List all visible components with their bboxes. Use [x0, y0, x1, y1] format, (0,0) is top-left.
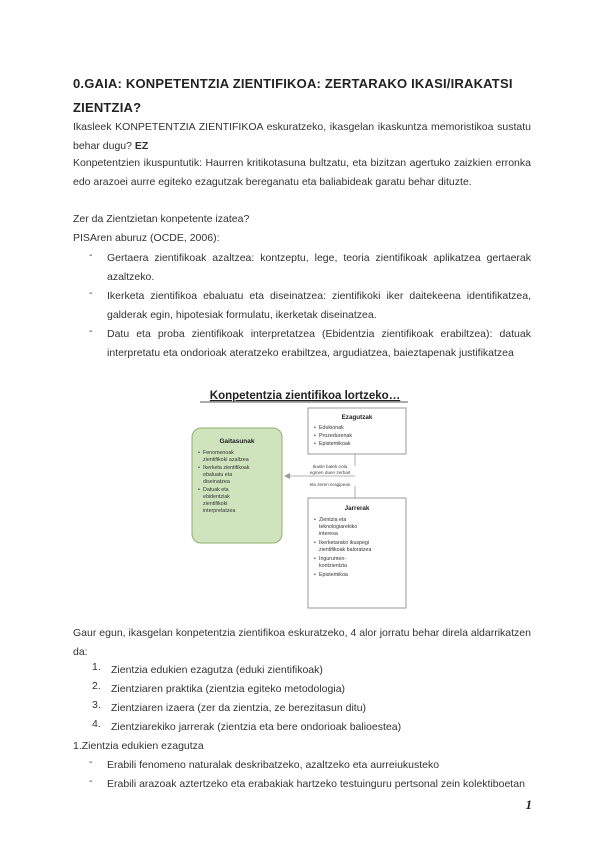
question2: Zer da Zientzietan konpetente izatea? [73, 213, 250, 225]
jarrerak-box [308, 498, 406, 608]
arrow-head-icon [284, 473, 290, 479]
perspective-paragraph: Konpetentzien ikuspuntutik: Haurren kritikotasuna bultzatu, eta bizitzan agertuko zaizkien erronka edo arazoei aurre egiteko ezagutzak bereganatu eta baliabideak garatu behar dituzte. [73, 157, 531, 188]
gaitasunak-item-3: Datuak eta [203, 487, 229, 493]
question-text: Ikasleek KONPETENTZIA ZIENTIFIKOA eskuratzeko, ikasgelan ikaskuntza memoristikoa sustatu behar dugu? [73, 121, 531, 152]
gaitasunak-item-3d: interpretatzea [203, 508, 236, 514]
pisa-item-1: Gertaera zientifikoak azaltzea: kontzeptu, lege, teoria zientifikoak aplikatzea gertaerak azaltzeko. [107, 252, 531, 283]
jarrerak-heading: Jarrerak [344, 505, 370, 512]
gaitasunak-item-2: Ikerketa zientifikoak [203, 465, 250, 471]
pisa-line: PISAren aburuz (OCDE, 2006): [73, 232, 220, 244]
gaitasunak-item-3b: ebidentziak [203, 494, 230, 500]
jarrerak-item-1c: interesa [319, 531, 338, 537]
section1-item-1: Erabili fenomeno naturalak deskribatzeko, azaltzeko eta aurreiukusteko [107, 759, 440, 771]
numbered-item-2: Zientziaren praktika (zientzia egiteko metodologia) [111, 683, 346, 695]
bullet-dash: - [89, 775, 93, 787]
bullet-dash: - [89, 325, 93, 337]
ezagutzak-item-2: Prozedurenak [319, 433, 352, 439]
bullet-dash: - [89, 756, 93, 768]
numbered-item-3: Zientziaren izaera (zer da zientzia, ze berezitasun ditu) [111, 702, 367, 714]
gaitasunak-item-1: Fenomenoak [203, 450, 234, 456]
section1-item-2: Erabili arazoak aztertzeko eta erabakiak hartzeko testuinguru pertsonal zein kolektiboetan [107, 778, 525, 790]
bullet-dash: - [89, 249, 93, 261]
jarrerak-item-4: Epistemikoa [319, 572, 348, 578]
gaitasunak-bullet: • [198, 450, 200, 456]
numbered-item-1: Zientzia edukien ezagutza (eduki zientifikoak) [111, 664, 323, 676]
gaitasunak-item-2c: diseinatzea [203, 479, 230, 485]
bullet-dash: - [89, 287, 93, 299]
jarrerak-bullet: • [314, 540, 316, 546]
jarrerak-item-1: Zientzia eta [319, 517, 347, 523]
num-1: 1. [92, 661, 101, 673]
num-2: 2. [92, 680, 101, 692]
gaitasunak-item-2b: ebaluatu eta [203, 472, 233, 478]
num-3: 3. [92, 699, 101, 711]
jarrerak-bullet: • [314, 556, 316, 562]
intro-question [73, 118, 531, 155]
gaitasunak-bullet: • [198, 465, 200, 471]
page-title: 0.GAIA: KONPETENTZIA ZIENTIFIKOA: ZERTARAKO IKASI/IRAKATSI ZIENTZIA? [73, 76, 513, 115]
section1-heading: 1.Zientzia edukien ezagutza [73, 740, 204, 752]
ezagutzak-item-3: Epistemikoak [319, 441, 351, 447]
jarrerak-item-1b: teknologiarekiko [319, 524, 358, 530]
jarrerak-item-3b: kontzientzia [319, 563, 347, 569]
gaitasunak-bullet: • [198, 487, 200, 493]
arrow-label-1b: eginen duen zerbait [309, 470, 351, 475]
gaitasunak-heading: Gaitasunak [219, 438, 255, 445]
answer-text: EZ [134, 139, 149, 152]
ezagutzak-bullet: • [314, 433, 316, 439]
num-4: 4. [92, 718, 101, 730]
ezagutzak-bullet: • [314, 441, 316, 447]
jarrerak-bullet: • [314, 517, 316, 523]
diagram-title: Konpetentzia zientifikoa lortzeko… [209, 390, 401, 402]
jarrerak-bullet: • [314, 572, 316, 578]
page-number: 1 [525, 797, 532, 812]
pisa-item-2: Ikerketa zientifikoa ebaluatu eta diseinatzea: zientifikoki iker daitekeena identifikatzea, galderak egin, hipotesiak formulatu, ikerketak diseinatzea. [107, 290, 531, 321]
ezagutzak-bullet: • [314, 425, 316, 431]
arrow-label-1: Ikasle batek nola [312, 464, 348, 469]
pisa-item-3: Datu eta proba zientifikoak interpretatzea (Ebidentzia zientifikoak erabiltzea): datuak interpretatu eta ondorioak ateratzeko erabiltzea, argudiatzea, baieztapenak justifikatzea [107, 328, 531, 359]
ezagutzak-heading: Ezagutzak [341, 414, 373, 421]
jarrerak-item-2: Ikerketarako ikuspegi [319, 540, 370, 546]
ezagutzak-item-1: Edukionak [319, 425, 344, 431]
numbered-item-4: Zientziarekiko jarrerak (zientzia eta bere ondorioak balioestea) [111, 721, 402, 733]
gaitasunak-item-3c: zientifikoki [203, 501, 228, 507]
competence-diagram [190, 386, 420, 636]
jarrerak-item-2b: zientifikoak baloratzea [319, 547, 372, 553]
gaitasunak-box [192, 428, 282, 543]
jarrerak-item-3: Ingurumen- [319, 556, 347, 562]
para2: Gaur egun, ikasgelan konpetentzia zientifikoa eskuratzeko, 4 alor jorratu behar direla aldarrikatzen da: [73, 627, 531, 658]
arrow-label-2: eta zeren eragipean [309, 482, 351, 487]
gaitasunak-item-1b: zientifikoki azaltzea [203, 457, 249, 463]
